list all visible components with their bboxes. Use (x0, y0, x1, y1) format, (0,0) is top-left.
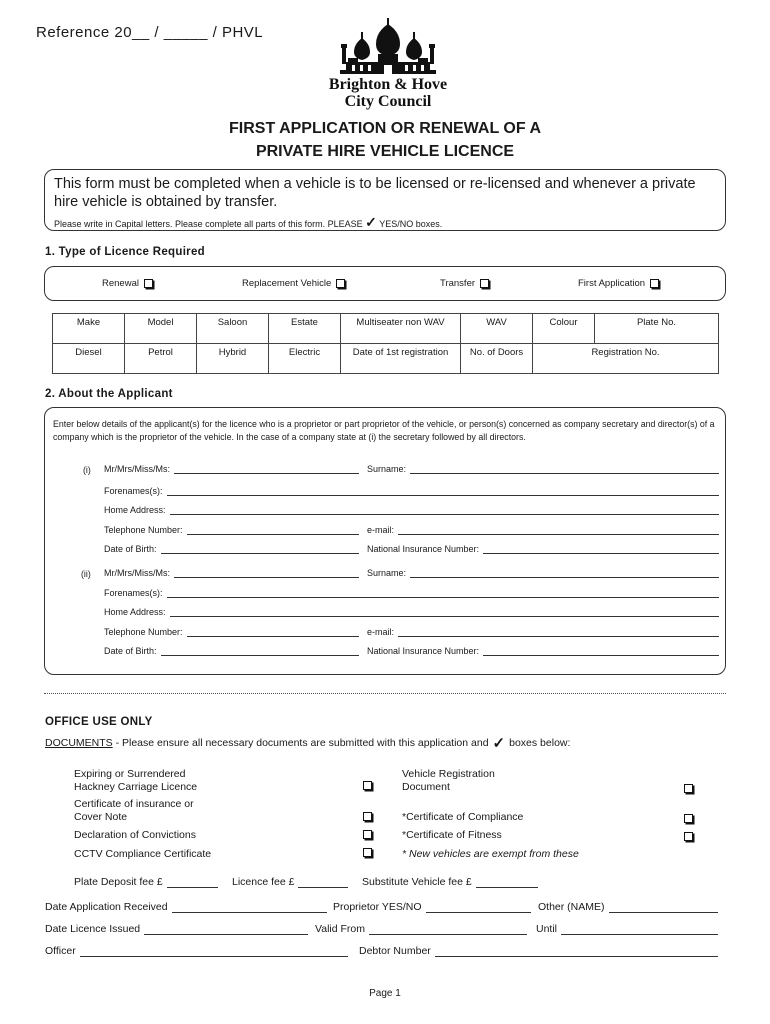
title-line[interactable] (174, 465, 359, 474)
option-renewal-label: Renewal (102, 278, 139, 289)
debtor-line[interactable] (435, 948, 718, 957)
address-label: Home Address: (104, 505, 166, 515)
forenames-line[interactable] (167, 487, 719, 496)
substitute-fee-field[interactable] (362, 876, 538, 888)
documents-text-end: boxes below: (509, 737, 571, 749)
cell-electric[interactable]: Electric (269, 344, 341, 374)
option-transfer[interactable] (440, 278, 489, 289)
valid-from-label: Valid From (315, 923, 365, 935)
documents-label: DOCUMENTS (45, 737, 113, 749)
first-application-checkbox[interactable] (650, 279, 659, 288)
page-title-line2: PRIVATE HIRE VEHICLE LICENCE (255, 143, 515, 160)
applicant-1-forenames-field[interactable] (104, 486, 719, 496)
licence-fee-field[interactable] (232, 876, 348, 888)
intro-instruction-end: YES/NO boxes. (379, 219, 443, 229)
surname-line[interactable] (410, 465, 719, 474)
phone-label: Telephone Number: (104, 525, 183, 535)
applicant-1-title-field[interactable] (104, 464, 359, 474)
option-replacement[interactable] (242, 278, 345, 289)
option-first-application[interactable] (578, 278, 659, 289)
date-issued-label: Date Licence Issued (45, 923, 141, 935)
transfer-checkbox[interactable] (480, 279, 489, 288)
fitness-checkbox[interactable] (684, 832, 693, 841)
applicant-2-phone-field[interactable] (104, 627, 359, 637)
renewal-checkbox[interactable] (144, 279, 153, 288)
title-label: Mr/Mrs/Miss/Ms: (104, 464, 170, 474)
ni-line[interactable] (483, 545, 719, 554)
debtor-label: Debtor Number (359, 945, 431, 957)
until-label: Until (536, 923, 558, 935)
officer-field[interactable] (45, 945, 348, 957)
doc-compliance: *Certificate of Compliance (402, 811, 524, 823)
documents-text: - Please ensure all necessary documents are submitted with this application and (112, 737, 489, 749)
cell-doors[interactable]: No. of Doors (461, 344, 533, 374)
applicant-box (44, 407, 726, 675)
cell-colour[interactable]: Colour (533, 314, 595, 344)
section1-heading: 1. Type of Licence Required (45, 246, 205, 258)
applicant-1-number: (i) (83, 465, 91, 475)
title-label: Mr/Mrs/Miss/Ms: (104, 568, 170, 578)
replacement-checkbox[interactable] (336, 279, 345, 288)
address-line[interactable] (170, 506, 719, 515)
plate-deposit-label: Plate Deposit fee £ (74, 876, 163, 888)
table-row (53, 314, 719, 344)
surname-line[interactable] (410, 569, 719, 578)
page-title-line1: FIRST APPLICATION OR RENEWAL OF A (229, 120, 541, 137)
cell-hybrid[interactable]: Hybrid (197, 344, 269, 374)
date-received-label: Date Application Received (45, 901, 168, 913)
documents-instruction (45, 734, 570, 752)
applicant-2-number: (ii) (81, 569, 91, 579)
council-name-line2: City Council (344, 93, 432, 110)
proprietor-label: Proprietor YES/NO (333, 901, 422, 913)
email-label: e-mail: (367, 627, 395, 637)
dob-line[interactable] (161, 647, 359, 656)
date-issued-line[interactable] (144, 926, 308, 935)
cell-plate-no[interactable]: Plate No. (595, 314, 719, 344)
intro-instruction-text: Please write in Capital letters. Please complete all parts of this form. PLEASE (54, 219, 363, 229)
option-renewal[interactable] (102, 278, 153, 289)
cctv-checkbox[interactable] (363, 848, 372, 857)
pavilion-icon (318, 18, 458, 78)
until-line[interactable] (561, 926, 718, 935)
convictions-checkbox[interactable] (363, 830, 372, 839)
officer-label: Officer (45, 945, 76, 957)
doc-cctv: CCTV Compliance Certificate (74, 848, 212, 860)
applicant-1-phone-field[interactable] (104, 525, 359, 535)
debtor-number-field[interactable] (359, 945, 718, 957)
doc-insurance: Certificate of insurance or Cover Note (74, 798, 194, 823)
proprietor-line[interactable] (426, 904, 531, 913)
insurance-checkbox[interactable] (363, 812, 372, 821)
dob-label: Date of Birth: (104, 544, 157, 554)
address-line[interactable] (170, 608, 719, 617)
reference-number: Reference 20__ / _____ / PHVL (36, 24, 264, 41)
licence-type-box (44, 266, 726, 301)
applicant-2-ni-field[interactable] (367, 646, 719, 656)
cell-saloon[interactable]: Saloon (197, 314, 269, 344)
forenames-line[interactable] (167, 589, 719, 598)
cell-petrol[interactable]: Petrol (125, 344, 197, 374)
intro-box (44, 169, 726, 231)
cell-date-first-registration[interactable]: Date of 1st registration (341, 344, 461, 374)
until-field[interactable] (536, 923, 718, 935)
tick-icon: ✓ (365, 214, 377, 230)
ni-label: National Insurance Number: (367, 646, 480, 656)
cell-make[interactable]: Make (53, 314, 125, 344)
phone-line[interactable] (187, 628, 359, 637)
plate-deposit-fee-field[interactable] (74, 876, 218, 888)
dob-label: Date of Birth: (104, 646, 157, 656)
option-replacement-label: Replacement Vehicle (242, 278, 332, 289)
cell-wav[interactable]: WAV (461, 314, 533, 344)
surname-label: Surname: (367, 464, 407, 474)
phone-line[interactable] (187, 526, 359, 535)
substitute-fee-line[interactable] (476, 879, 538, 888)
dob-line[interactable] (161, 545, 359, 554)
applicant-1-address-field[interactable] (104, 505, 719, 515)
intro-text: This form must be completed when a vehicle is to be licensed or re-licensed and whenever a private hire vehicle is obtained by transfer. (54, 176, 696, 210)
phone-label: Telephone Number: (104, 627, 183, 637)
vehicle-details-table (52, 313, 719, 374)
surname-label: Surname: (367, 568, 407, 578)
doc-hackney-licence: Expiring or Surrendered Hackney Carriage Licence (74, 768, 198, 793)
licence-fee-label: Licence fee £ (232, 876, 295, 888)
date-received-field[interactable] (45, 901, 327, 913)
applicant-2-title-field[interactable] (104, 568, 359, 578)
cell-model[interactable]: Model (125, 314, 197, 344)
applicant-intro: Enter below details of the applicant(s) for the licence who is a proprietor or part proprietor of the vehicle, or person(s) concerned as company secretary and director(s) of a company which is the proprietor of the vehicle. In the case of a company state at (i) the secretary followed by all directors. (53, 419, 715, 442)
other-name-line[interactable] (609, 904, 718, 913)
tick-icon: ✓ (492, 735, 506, 752)
other-name-field[interactable] (538, 901, 718, 913)
doc-vehicle-registration: Vehicle Registration Document (402, 768, 495, 793)
vehicle-registration-checkbox[interactable] (684, 784, 693, 793)
applicant-2-email-field[interactable] (367, 627, 719, 637)
licence-fee-line[interactable] (298, 879, 348, 888)
forenames-label: Forenames(s): (104, 588, 163, 598)
date-received-line[interactable] (172, 904, 327, 913)
address-label: Home Address: (104, 607, 166, 617)
applicant-1-dob-field[interactable] (104, 544, 359, 554)
option-first-application-label: First Application (578, 278, 646, 289)
forenames-label: Forenames(s): (104, 486, 163, 496)
option-transfer-label: Transfer (440, 278, 476, 289)
applicant-1-ni-field[interactable] (367, 544, 719, 554)
council-name-line1: Brighton & Hove (328, 76, 448, 93)
substitute-fee-label: Substitute Vehicle fee £ (362, 876, 472, 888)
intro-instructions (54, 214, 716, 231)
email-line[interactable] (398, 526, 719, 535)
applicant-1-surname-field[interactable] (367, 464, 719, 474)
doc-convictions: Declaration of Convictions (74, 829, 196, 841)
date-issued-field[interactable] (45, 923, 308, 935)
email-label: e-mail: (367, 525, 395, 535)
doc-fitness: *Certificate of Fitness (402, 829, 502, 841)
table-row (53, 344, 719, 374)
applicant-2-forenames-field[interactable] (104, 588, 719, 598)
compliance-checkbox[interactable] (684, 814, 693, 823)
email-line[interactable] (398, 628, 719, 637)
council-logo (318, 18, 458, 114)
page-number: Page 1 (369, 988, 401, 999)
applicant-2-dob-field[interactable] (104, 646, 359, 656)
other-name-label: Other (NAME) (538, 901, 605, 913)
plate-deposit-line[interactable] (167, 879, 218, 888)
cell-diesel[interactable]: Diesel (53, 344, 125, 374)
exempt-note: * New vehicles are exempt from these (402, 848, 579, 860)
applicant-1-email-field[interactable] (367, 525, 719, 535)
officer-line[interactable] (80, 948, 348, 957)
section2-heading: 2. About the Applicant (45, 388, 173, 400)
cell-multiseater[interactable]: Multiseater non WAV (341, 314, 461, 344)
ni-line[interactable] (483, 647, 719, 656)
title-line[interactable] (174, 569, 359, 578)
ni-label: National Insurance Number: (367, 544, 480, 554)
proprietor-field[interactable] (333, 901, 531, 913)
cell-registration-no[interactable]: Registration No. (533, 344, 719, 374)
office-use-heading: OFFICE USE ONLY (45, 716, 153, 728)
valid-from-field[interactable] (315, 923, 527, 935)
section-divider (44, 693, 726, 694)
applicant-2-address-field[interactable] (104, 607, 719, 617)
applicant-2-surname-field[interactable] (367, 568, 719, 578)
valid-from-line[interactable] (369, 926, 527, 935)
cell-estate[interactable]: Estate (269, 314, 341, 344)
hackney-checkbox[interactable] (363, 781, 372, 790)
